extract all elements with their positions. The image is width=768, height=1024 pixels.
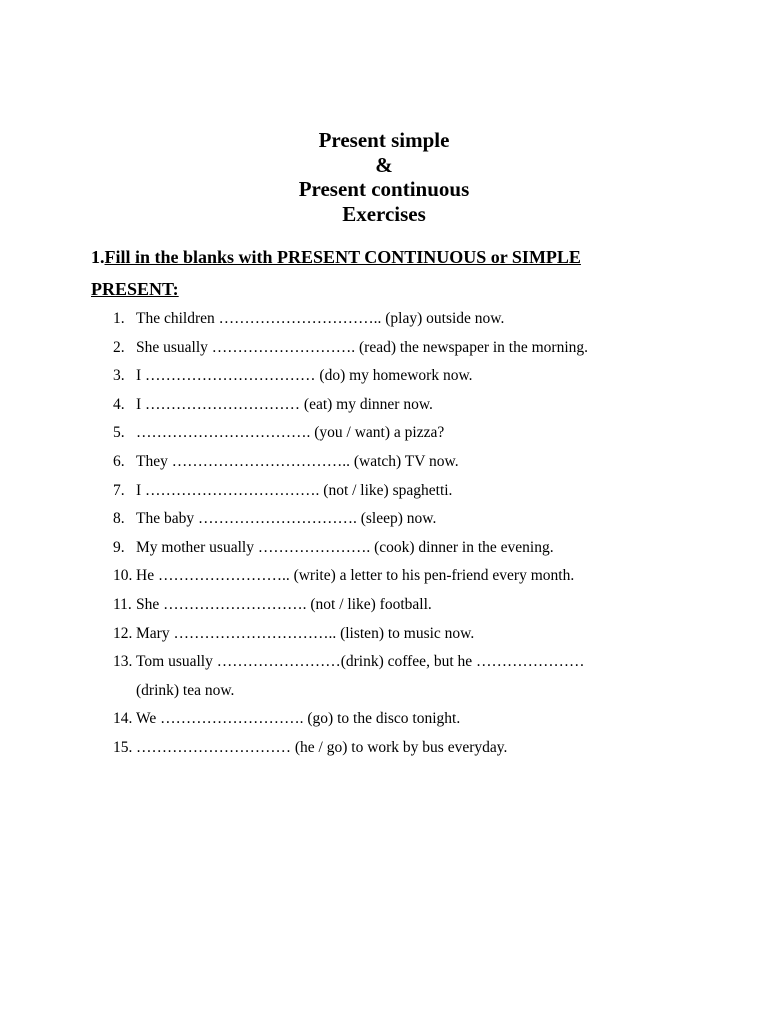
item-text: Mary ………………………….. (listen) to music now.: [136, 624, 475, 642]
list-item: [113, 620, 733, 649]
instruction-text-1: Fill in the blanks with PRESENT CONTINUOUS or SIMPLE: [104, 247, 581, 267]
item-text-continuation: (drink) tea now.: [136, 681, 235, 699]
item-number: 11.: [113, 595, 132, 613]
item-number: 10.: [113, 567, 133, 585]
title-line-2: &: [375, 152, 393, 177]
list-item: [113, 391, 733, 420]
item-text: He …………………….. (write) a letter to his pen-friend every month.: [136, 567, 575, 585]
item-number: 9.: [113, 538, 125, 556]
item-text: We ………………………. (go) to the disco tonight.: [136, 710, 461, 728]
item-number: 1.: [113, 310, 125, 327]
item-number: 2.: [113, 338, 125, 356]
item-number: 8.: [113, 510, 125, 528]
exercise-number: 1.: [91, 247, 105, 267]
item-text: ……………………………. (you / want) a pizza?: [136, 424, 445, 442]
item-text: The children ………………………….. (play) outside now.: [136, 310, 505, 327]
list-item: [113, 591, 733, 620]
item-number: 6.: [113, 452, 125, 470]
list-item: [113, 477, 733, 506]
item-text: She usually ………………………. (read) the newspaper in the morning.: [136, 338, 588, 356]
list-item: [113, 305, 733, 334]
exercise-list: [113, 305, 733, 763]
item-number: 12.: [113, 624, 133, 642]
item-text: I ………………………… (eat) my dinner now.: [136, 395, 433, 413]
item-text: I …………………………… (do) my homework now.: [136, 367, 473, 385]
item-text: I ……………………………. (not / like) spaghetti.: [136, 481, 453, 499]
item-text: Tom usually ……………………(drink) coffee, but he …………………: [136, 653, 585, 671]
item-number: 3.: [113, 367, 125, 385]
list-item: [113, 362, 733, 391]
item-number: 14.: [113, 710, 133, 728]
list-item: [113, 648, 733, 705]
item-number: 15.: [113, 738, 133, 756]
list-item: [113, 534, 733, 563]
item-text: She ………………………. (not / like) football.: [136, 595, 432, 613]
list-item: [113, 419, 733, 448]
list-item: [113, 734, 733, 763]
title-line-3: Present continuous: [298, 177, 470, 201]
exercise-instruction: [91, 241, 691, 305]
list-item: [113, 334, 733, 363]
item-number: 5.: [113, 424, 125, 442]
title-line-1: Present simple: [318, 128, 450, 152]
item-number: 7.: [113, 481, 125, 499]
list-item: [113, 705, 733, 734]
item-text: The baby …………………………. (sleep) now.: [136, 510, 437, 528]
instruction-text-2: PRESENT:: [91, 279, 179, 299]
item-text: They …………………………….. (watch) TV now.: [136, 452, 459, 470]
item-number: 13.: [113, 653, 133, 671]
list-item: [113, 505, 733, 534]
item-text: My mother usually …………………. (cook) dinner in the evening.: [136, 538, 554, 556]
page-title: [0, 128, 768, 226]
list-item: [113, 448, 733, 477]
item-text: ………………………… (he / go) to work by bus everyday.: [136, 738, 508, 756]
item-number: 4.: [113, 395, 125, 413]
list-item: [113, 562, 733, 591]
title-line-4: Exercises: [342, 201, 426, 226]
